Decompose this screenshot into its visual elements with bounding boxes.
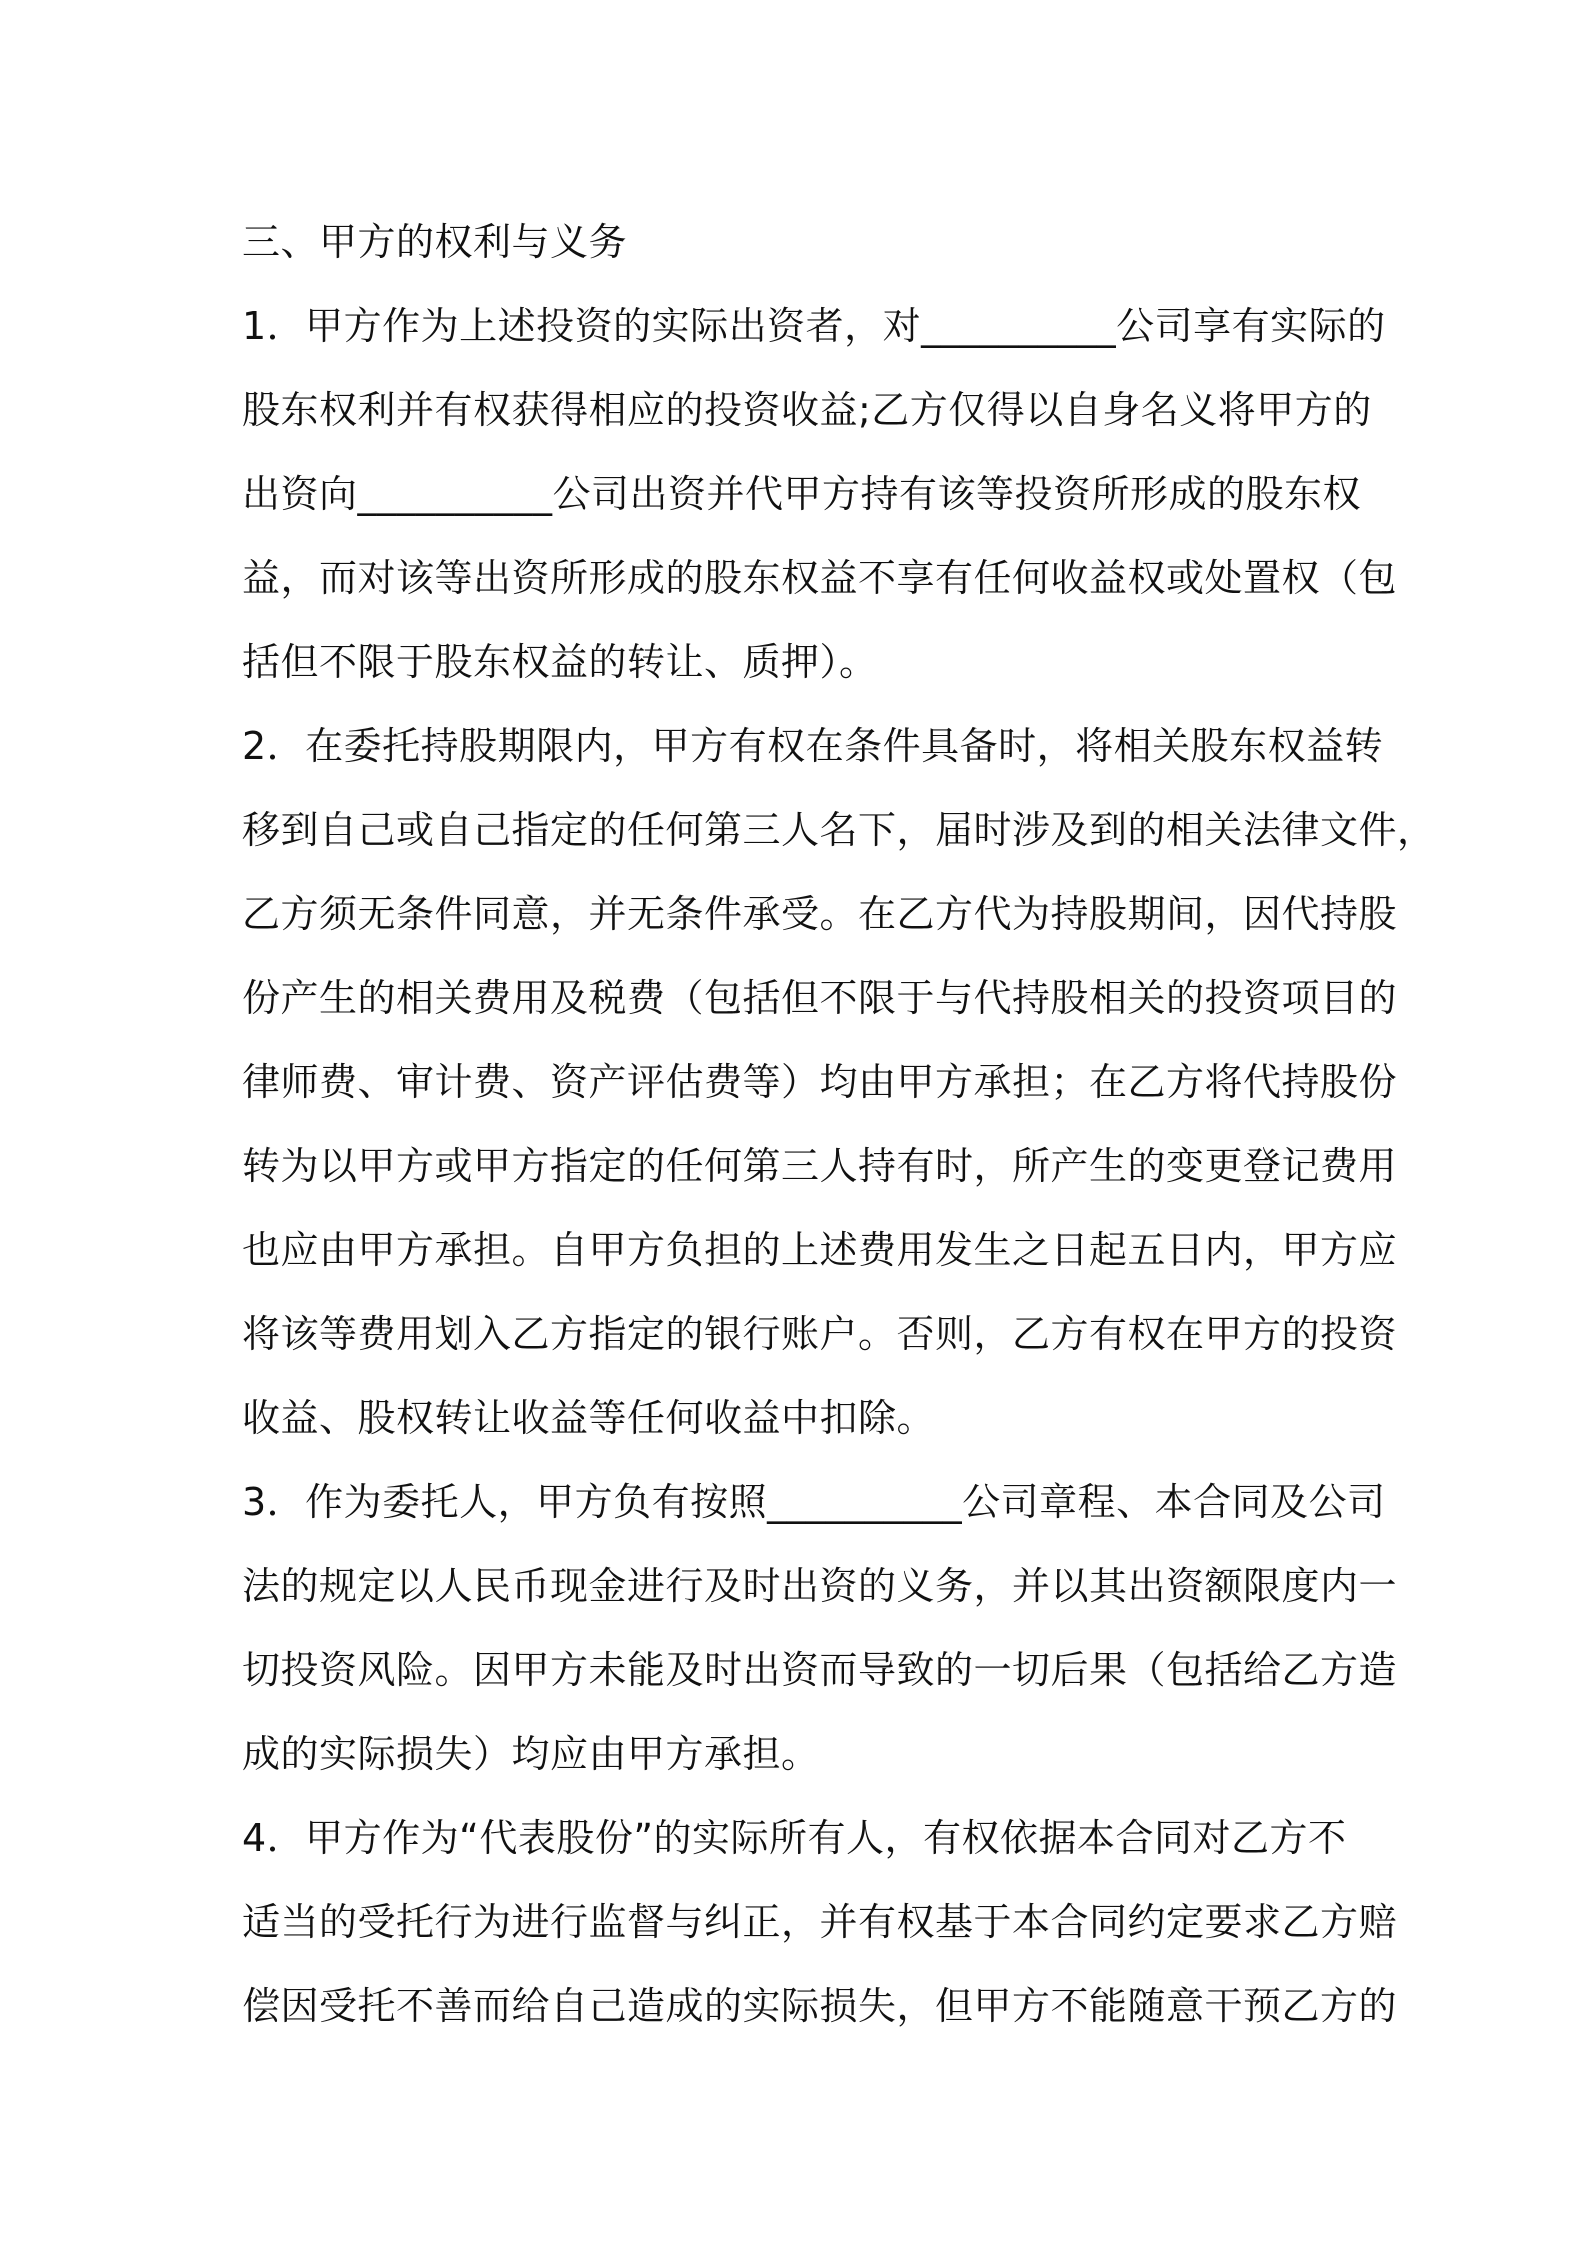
text-line: 股东权利并有权获得相应的投资收益;乙方仅得以自身名义将甲方的 [242,388,1372,432]
text-line: 益，而对该等出资所形成的股东权益不享有任何收益权或处置权（包 [242,556,1398,600]
text-line: 偿因受托不善而给自己造成的实际损失，但甲方不能随意干预乙方的 [242,1984,1398,2028]
text-line: 将该等费用划入乙方指定的银行账户。否则，乙方有权在甲方的投资 [242,1312,1398,1356]
text-line: 移到自己或自己指定的任何第三人名下，届时涉及到的相关法律文件， [242,808,1436,852]
text-line: 1．甲方作为上述投资的实际出资者，对__________公司享有实际的 [242,304,1386,348]
text-line: 出资向__________公司出资并代甲方持有该等投资所形成的股东权 [242,472,1362,516]
text-line: 收益、股权转让收益等任何收益中扣除。 [242,1396,936,1440]
text-line: 律师费、审计费、资产评估费等）均由甲方承担；在乙方将代持股份 [242,1060,1398,1104]
text-line: 转为以甲方或甲方指定的任何第三人持有时，所产生的变更登记费用 [242,1144,1398,1188]
text-line: 切投资风险。因甲方未能及时出资而导致的一切后果（包括给乙方造 [242,1648,1398,1692]
text-line: 成的实际损失）均应由甲方承担。 [242,1732,820,1776]
text-line: 乙方须无条件同意，并无条件承受。在乙方代为持股期间，因代持股 [242,892,1398,936]
text-line: 4．甲方作为“代表股份”的实际所有人，有权依据本合同对乙方不 [242,1816,1347,1860]
document-body [242,200,1436,2048]
text-line: 3．作为委托人，甲方负有按照__________公司章程、本合同及公司 [242,1480,1386,1524]
text-line: 也应由甲方承担。自甲方负担的上述费用发生之日起五日内，甲方应 [242,1228,1398,1272]
section-heading: 三、甲方的权利与义务 [242,220,628,264]
text-line: 适当的受托行为进行监督与纠正，并有权基于本合同约定要求乙方赔 [242,1900,1398,1944]
text-line: 份产生的相关费用及税费（包括但不限于与代持股相关的投资项目的 [242,976,1398,1020]
text-line: 2．在委托持股期限内，甲方有权在条件具备时，将相关股东权益转 [242,724,1384,768]
text-line: 括但不限于股东权益的转让、质押）。 [242,640,878,684]
text-line: 法的规定以人民币现金进行及时出资的义务，并以其出资额限度内一 [242,1564,1398,1608]
